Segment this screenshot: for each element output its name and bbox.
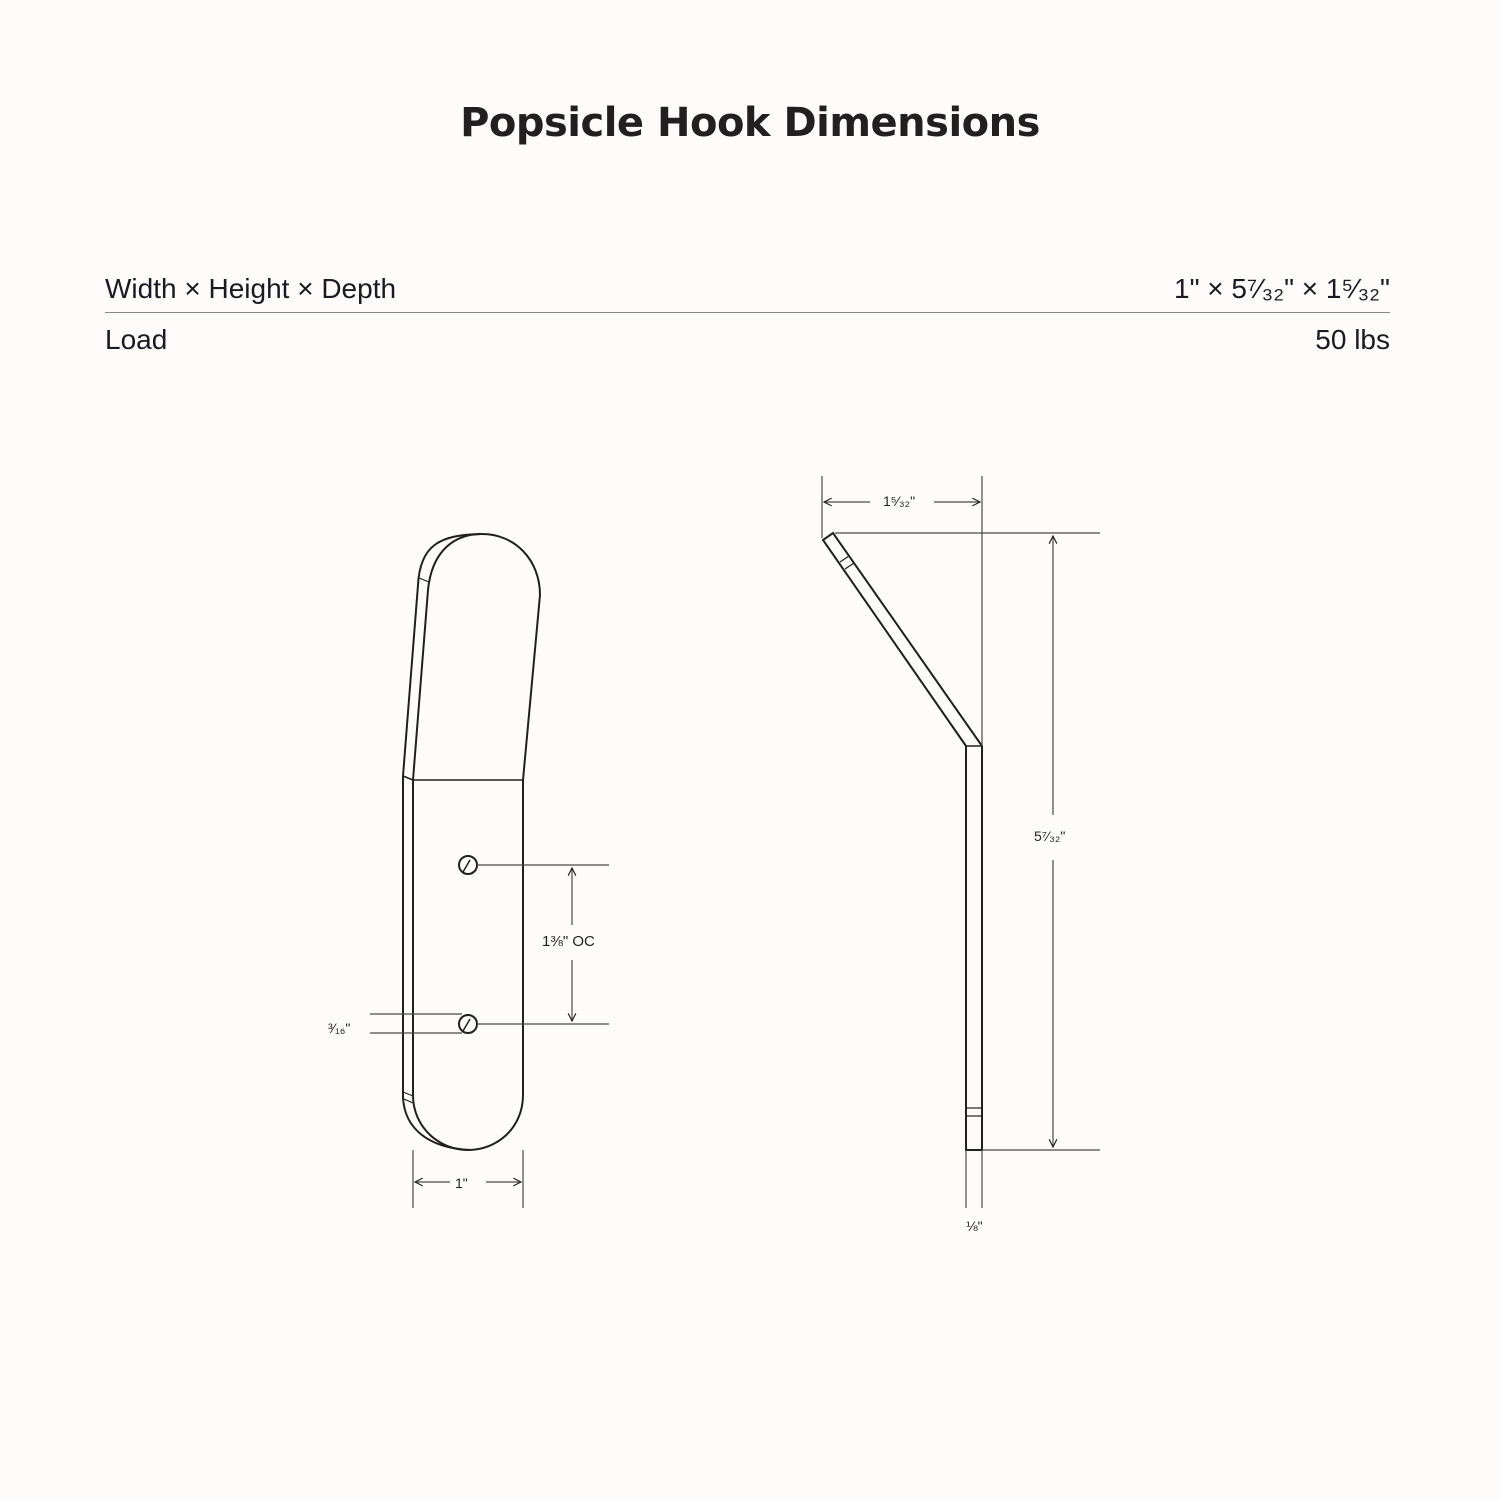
spec-value: 50 lbs	[1315, 324, 1390, 355]
depth-dimension-label: 1⁵⁄₃₂"	[883, 493, 916, 509]
hole-diameter-label: ³⁄₁₆"	[328, 1020, 351, 1036]
page-title: Popsicle Hook Dimensions	[460, 100, 1040, 146]
thickness-dimension-label: ⅛"	[966, 1218, 983, 1234]
spec-label: Load	[105, 324, 168, 355]
side-view	[823, 533, 982, 1150]
hole-spacing-label: 1⅜" OC	[542, 933, 595, 950]
front-view	[403, 534, 540, 1150]
spec-label: Width × Height × Depth	[105, 273, 397, 304]
spec-value: 1" × 5⁷⁄₃₂" × 1⁵⁄₃₂"	[1174, 273, 1390, 304]
width-dimension-label: 1"	[455, 1175, 468, 1191]
height-dimension-label: 5⁷⁄₃₂"	[1034, 828, 1066, 844]
screw-hole-icon	[459, 856, 477, 1033]
front-dimension-lines	[370, 865, 609, 1208]
